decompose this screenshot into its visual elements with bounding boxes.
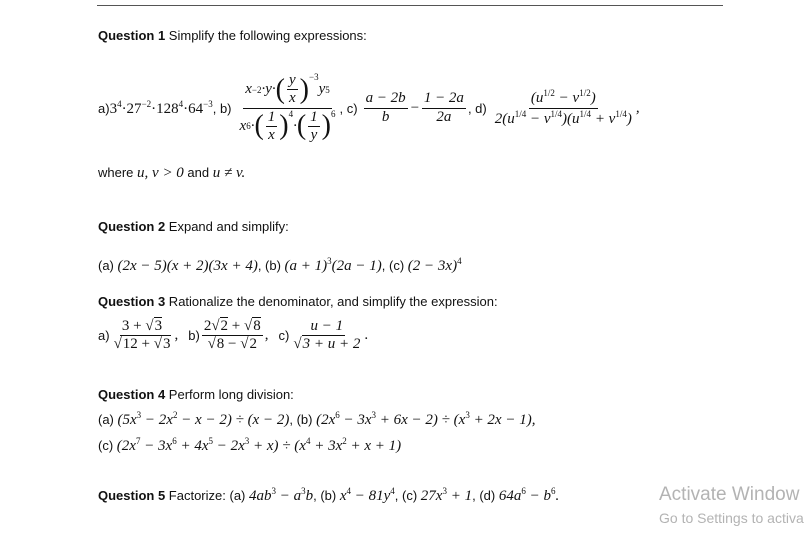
activate-windows-subtext: Go to Settings to activa	[659, 510, 804, 526]
q2-expression-c: $(2 - 3x)^4$	[407, 256, 462, 274]
q1-expression-a: $3^4\cdot 27^{-2}\cdot 128^4\cdot 64^{-3}$	[109, 98, 213, 117]
q1-expression-c: $\frac{a - 2b}{b}$ − $\frac{1 - 2a}{2a}$	[365, 90, 464, 125]
q1-expression-d: $\frac{(u^{1/2} - v^{1/2})}{2(u^{1/4} - v^{1/4})(u^{1/4} + v^{1/4})}$ ,	[494, 88, 640, 127]
condition-prefix: where	[98, 165, 138, 180]
question-4-line-2	[98, 436, 401, 455]
question-2-expressions	[98, 256, 462, 275]
q3-part-a-label: a)	[98, 328, 110, 344]
question-3-expressions: a) $\frac{3 + √3}{√12 + √3}$ , b) $\frac{2√2 + √8}{√8 - √2}$ , c) $\frac{u - 1}{√3 + u + 2}$ .	[98, 318, 369, 353]
question-1-text: Simplify the following expressions:	[165, 28, 367, 43]
q3-expression-a: $\frac{3 + √3}{√12 + √3}$	[113, 318, 171, 353]
question-3-heading	[98, 294, 498, 309]
q4-expression-a: $(5x^3 - 2x^2 - x - 2) \div (x - 2)$	[117, 410, 290, 428]
q1-part-b-label: , b)	[212, 100, 232, 116]
q5-expression-c: $27x^3 + 1$	[420, 486, 473, 504]
q5-expression-a: $4ab^3 - a^3b$	[248, 486, 314, 504]
question-4-heading	[98, 387, 294, 402]
q2-expression-a: (2x − 5)(x + 2)(3x + 4)	[117, 258, 258, 274]
question-4-label: Question 4	[98, 387, 166, 402]
question-2-heading	[98, 219, 289, 234]
q4-part-b-label: , (b)	[289, 412, 317, 427]
question-2-text: Expand and simplify:	[165, 219, 289, 234]
top-rule	[97, 5, 723, 6]
question-4-line-1	[98, 410, 535, 429]
q2-part-a-label: (a)	[98, 258, 118, 273]
q1-part-d-label: , d)	[467, 100, 487, 116]
activate-windows-watermark: Activate Window	[659, 484, 800, 505]
q5-expression-b: $x^4 - 81y^4$	[339, 486, 395, 504]
question-1-expressions	[98, 58, 640, 158]
question-4-text: Perform long division:	[165, 387, 294, 402]
q4-part-c-label: (c)	[98, 438, 117, 453]
question-3-label: Question 3	[98, 294, 166, 309]
question-5-label: Question 5	[98, 488, 166, 503]
question-1-condition	[98, 165, 245, 182]
condition-vars: u, v > 0	[137, 165, 184, 181]
question-1-label: Question 1	[98, 28, 166, 43]
q4-expression-c: $(2x^7 - 3x^6 + 4x^5 - 2x^3 + x) \div (x^4 + 3x^2 + x + 1)$	[116, 436, 402, 454]
q5-part-a-label: (a)	[229, 488, 249, 503]
q2-part-c-label: , (c)	[381, 258, 408, 273]
q4-expression-b: $(2x^6 - 3x^3 + 6x - 2) \div (x^3 + 2x - 1)$,	[316, 410, 536, 428]
q5-part-c-label: , (c)	[394, 488, 421, 503]
q3-expression-b: $\frac{2√2 + √8}{√8 - √2}$	[203, 318, 261, 353]
question-1-heading	[98, 28, 367, 43]
q3-expression-c: $\frac{u - 1}{√3 + u + 2}$	[293, 318, 361, 353]
question-5-text: Factorize:	[165, 488, 230, 503]
question-3-text: Rationalize the denominator, and simplify the expression:	[165, 294, 498, 309]
q5-part-b-label: , (b)	[313, 488, 340, 503]
q1-part-a-label: a)	[98, 100, 110, 116]
q4-part-a-label: (a)	[98, 412, 118, 427]
q1-part-c-label: , c)	[339, 100, 358, 116]
question-2-label: Question 2	[98, 219, 166, 234]
condition-inequality: u ≠ v.	[212, 165, 246, 181]
q3-part-c-label: c)	[278, 328, 290, 344]
q5-part-d-label: , (d)	[472, 488, 499, 503]
condition-and: and	[183, 165, 213, 180]
question-5	[98, 486, 559, 505]
q2-expression-b: $(a + 1)^3(2a - 1)$	[284, 256, 382, 274]
q1-expression-b: x −2 ·y· ( $\frac{y}{x}$ ) $^{-3}$ y 5 x 6 · ( $\frac{1}{x}$ ) $^4$ · ( $\frac{1}{y}$ ) $^6$	[239, 72, 336, 143]
q5-expression-d: $64a^6 - b^6$.	[498, 486, 560, 504]
q2-part-b-label: , (b)	[257, 258, 285, 273]
q3-part-b-label: b)	[188, 328, 200, 344]
